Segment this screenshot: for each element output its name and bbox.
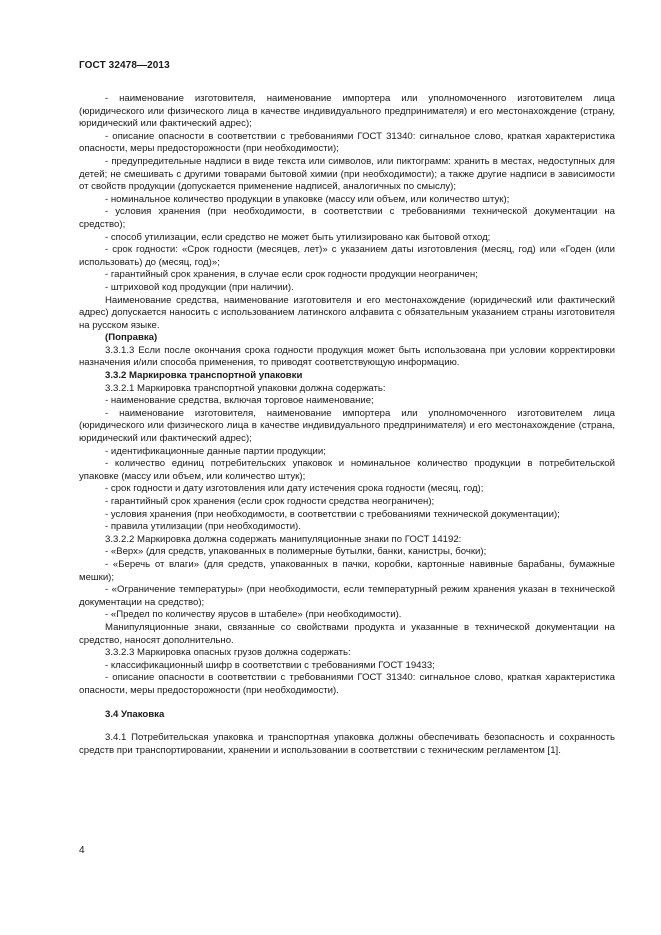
body-paragraph: - гарантийный срок хранения (если срок годности средства неограничен);: [105, 496, 435, 507]
body-paragraph: - идентификационные данные партии продукции;: [105, 445, 326, 457]
body-paragraph: - «Ограничение температуры» (при необходимости, если температурный режим хранения указан в технической документации на средство);: [79, 584, 615, 608]
document-header: ГОСТ 32478—2013: [79, 60, 170, 71]
body-paragraph: - наименование изготовителя, наименование импортера или уполномоченного изготовителем лица (юридического или физического лица в качестве индивидуального предпринимателя) и его местонахождение (страну, юридический или фактический адрес);: [79, 93, 615, 130]
body-paragraph: Наименование средства, наименование изготовителя и его местонахождение (юридический или фактический адрес) допускается наносить с использованием латинского алфавита с обязательным указанием страны изготовителя на русском языке.: [79, 294, 615, 331]
page-number: 4: [79, 845, 85, 856]
body-paragraph: - условия хранения (при необходимости, в соответствии с требованиями технической документации на средство);: [79, 206, 615, 230]
body-paragraph: 3.3.2.1 Маркировка транспортной упаковки должна содержать:: [105, 382, 386, 394]
section-heading: 3.4 Упаковка: [105, 708, 165, 720]
body-paragraph: - условия хранения (при необходимости, в соответствии с требованиями технической документации);: [105, 508, 560, 520]
body-paragraph: - описание опасности в соответствии с требованиями ГОСТ 31340: сигнальное слово, краткая характеристика опасности, меры предосторожности (при необходимости).: [79, 672, 615, 696]
body-paragraph: - номинальное количество продукции в упаковке (массу или объем, или количество штук);: [105, 193, 510, 205]
body-paragraph: 3.3.2.2 Маркировка должна содержать манипуляционные знаки по ГОСТ 14192:: [105, 533, 462, 545]
body-paragraph: - правила утилизации (при необходимости).: [105, 521, 301, 533]
body-paragraph: - «Верх» (для средств, упакованных в полимерные бутылки, банки, канистры, бочки);: [105, 546, 487, 558]
body-paragraph: 3.3.1.3 Если после окончания срока годности продукция может быть использована при условии корректировки назначения и/или способа применения, то приводят соответствующую информацию.: [79, 344, 615, 369]
body-paragraph: 3.3.2.3 Маркировка опасных грузов должна содержать:: [105, 647, 351, 659]
body-paragraph: - гарантийный срок хранения, в случае если срок годности продукции неограничен;: [105, 269, 478, 281]
body-paragraph: - наименование изготовителя, наименование импортера или уполномоченного изготовителем лица (юридического или физического лица в качестве индивидуального предпринимателя) и его местонахождение (страна, юридический или фактический адрес);: [79, 407, 615, 445]
body-paragraph: - наименование средства, включая торговое наименование;: [105, 395, 374, 407]
body-paragraph: - способ утилизации, если средство не может быть утилизировано как бытовой отход;: [105, 231, 491, 243]
body-paragraph: Манипуляционные знаки, связанные со свойствами продукта и указанные в технической документации на средство, наносят дополнительно.: [79, 621, 615, 646]
body-paragraph: 3.4.1 Потребительская упаковка и транспортная упаковка должны обеспечивать безопасность и сохранность средств при транспортировании, хранении и использовании в соответствии с техническим регламентом [1].: [79, 732, 615, 756]
section-heading: 3.3.2 Маркировка транспортной упаковки: [105, 370, 303, 382]
body-paragraph: - описание опасности в соответствии с требованиями ГОСТ 31340: сигнальное слово, краткая характеристика опасности, меры предосторожности (при необходимости);: [79, 130, 615, 155]
body-paragraph: - «Предел по количеству ярусов в штабеле» (при необходимости).: [105, 609, 402, 621]
body-paragraph: - «Беречь от влаги» (для средств, упакованных в пачки, коробки, картонные навивные барабаны, бумажные мешки);: [79, 558, 615, 583]
section-heading: (Поправка): [105, 332, 158, 344]
body-paragraph: - срок годности и дату изготовления или дату истечения срока годности (месяц, год);: [105, 483, 484, 495]
body-paragraph: - срок годности: «Срок годности (месяцев, лет)» с указанием даты изготовления (месяц, год) или «Годен (или использовать) до (месяц, год)»;: [79, 244, 615, 268]
body-paragraph: - классификационный шифр в соответствии с требованиями ГОСТ 19433;: [105, 659, 435, 671]
body-paragraph: - предупредительные надписи в виде текста или символов, или пиктограмм: хранить в местах, недоступных для детей; не смешивать с другими товарами бытовой химии (при необходимости); а также другие надписи в зависимости от свойств продукции (допускается применение надписей, аналогичных по смыслу);: [79, 155, 615, 193]
body-paragraph: - штриховой код продукции (при наличии).: [105, 281, 294, 293]
document-body: [79, 93, 615, 757]
body-paragraph: - количество единиц потребительских упаковок и номинальное количество продукции в потребительской упаковке (массу или объем, или количество штук);: [79, 458, 615, 482]
